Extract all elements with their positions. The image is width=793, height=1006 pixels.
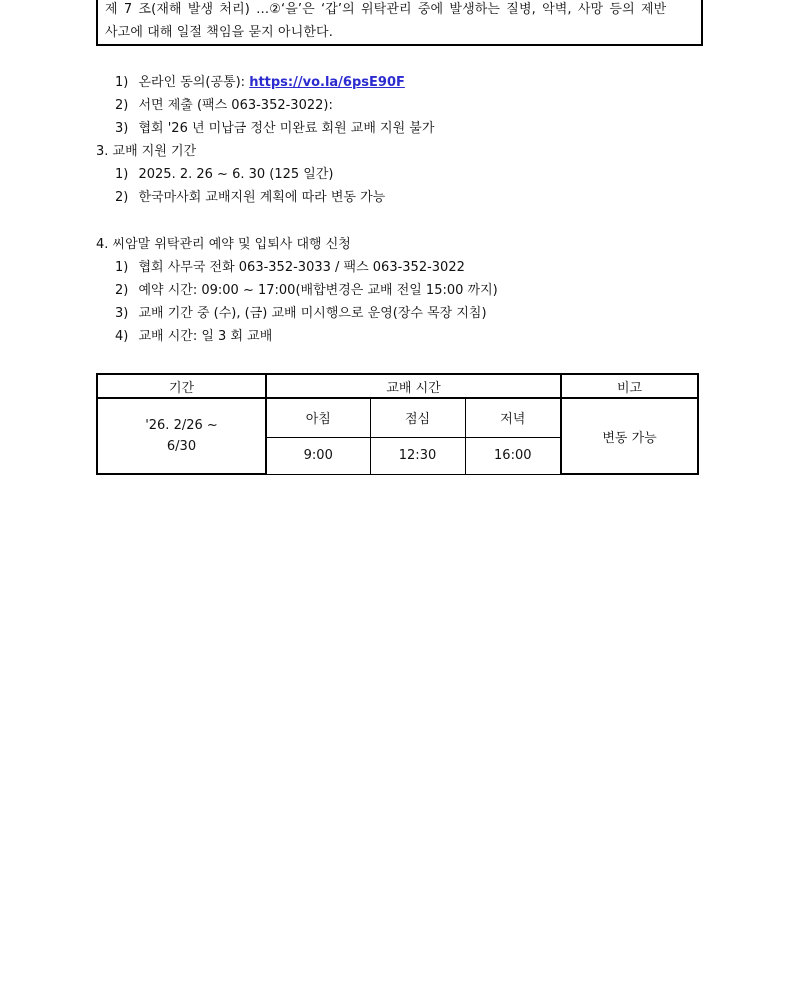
- item-text: 온라인 동의(공통):: [138, 75, 250, 90]
- notice-line-1: 제 7 조(재해 발생 처리) …②‘을’은 ‘갑’의 위탁관리 중에 발생하는 질병, 악벽, 사망 등의 제반: [105, 2, 667, 17]
- item-text: 교배 시간: 일 3 회 교배: [138, 329, 273, 344]
- item-number: 2): [115, 98, 129, 113]
- item-number: 2): [115, 283, 129, 298]
- header-breeding-time: 교배 시간: [266, 374, 561, 398]
- header-period: 기간: [97, 374, 266, 398]
- item-number: 3): [115, 306, 129, 321]
- list-item: [115, 74, 405, 92]
- item-text: 2025. 2. 26 ~ 6. 30 (125 일간): [138, 167, 334, 182]
- slot-label-lunch: 점심: [370, 398, 465, 437]
- item-text: 협회 '26 년 미납금 정산 미완료 회원 교배 지원 불가: [138, 121, 435, 136]
- item-text: 한국마사회 교배지원 계획에 따라 변동 가능: [138, 190, 386, 205]
- item-number: 3): [115, 121, 129, 136]
- item-number: 4): [115, 329, 129, 344]
- slot-time-morning: 9:00: [266, 437, 370, 474]
- list-item: [115, 282, 498, 300]
- item-text: 예약 시간: 09:00 ~ 17:00(배합변경은 교배 전일 15:00 까지): [138, 283, 498, 298]
- item-number: 2): [115, 190, 129, 205]
- item-text: 협회 사무국 전화 063-352-3033 / 팩스 063-352-3022: [138, 260, 465, 275]
- item-number: 1): [115, 260, 129, 275]
- slot-time-lunch: 12:30: [370, 437, 465, 474]
- slot-time-evening: 16:00: [465, 437, 561, 474]
- list-item: [115, 120, 434, 138]
- list-item: [115, 305, 487, 323]
- slot-label-evening: 저녁: [465, 398, 561, 437]
- period-cell: [97, 398, 266, 474]
- item-number: 1): [115, 75, 129, 90]
- list-item: [115, 189, 385, 207]
- list-item: [115, 97, 333, 115]
- item-text: 서면 제출 (팩스 063-352-3022):: [138, 98, 333, 113]
- section-heading: 4. 씨암말 위탁관리 예약 및 입퇴사 대행 신청: [96, 237, 351, 252]
- list-item: [115, 259, 465, 277]
- item-number: 1): [115, 167, 129, 182]
- section-heading: 3. 교배 지원 기간: [96, 144, 197, 159]
- list-item: [115, 166, 333, 184]
- header-note: 비고: [561, 374, 698, 398]
- list-item: [115, 328, 272, 346]
- slot-label-morning: 아침: [266, 398, 370, 437]
- table-header-row: [97, 374, 698, 398]
- table-row: [97, 398, 698, 437]
- online-consent-link[interactable]: https://vo.la/6psE90F: [249, 75, 405, 90]
- note-cell: 변동 가능: [561, 398, 698, 474]
- period-end: 6/30: [166, 439, 197, 454]
- notice-line-2: 사고에 대해 일절 책임을 묻지 아니한다.: [105, 25, 333, 40]
- period-start: '26. 2/26 ~: [145, 418, 218, 433]
- article-notice-box: [96, 0, 703, 46]
- item-text: 교배 기간 중 (수), (금) 교배 미시행으로 운영(장수 목장 지침): [138, 306, 487, 321]
- breeding-schedule-table: [96, 373, 699, 475]
